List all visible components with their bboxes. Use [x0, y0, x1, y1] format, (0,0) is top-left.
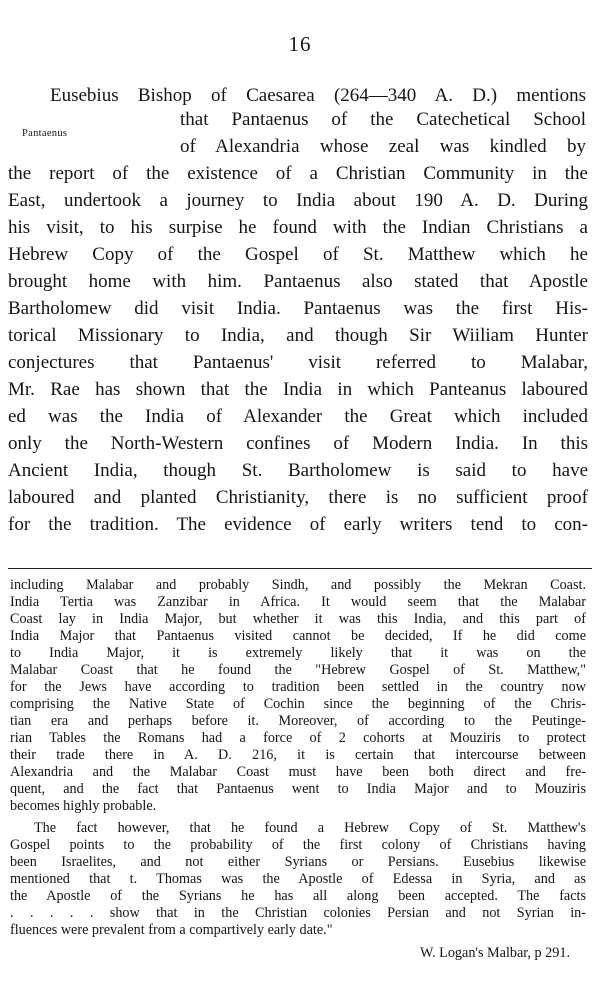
footnote-line: rian Tables the Romans had a force of 2 cohorts at Mouziris to protect: [10, 730, 586, 746]
main-line: only the North-Western confines of Modern India. In this: [8, 433, 588, 454]
footnote-line: Malabar Coast that he found the "Hebrew Gospel of St. Matthew,": [10, 662, 586, 678]
main-line: of Alexandria whose zeal was kindled by: [180, 136, 586, 157]
footnote-line: quent, and the fact that Pantaenus went to India Major and to Mouziris: [10, 781, 586, 797]
footnote-citation: W. Logan's Malbar, p 291.: [419, 945, 570, 961]
footnote-line: becomes highly probable.: [10, 798, 157, 814]
main-line: conjectures that Pantaenus' visit referred to Malabar,: [8, 352, 588, 373]
footnote-line: India Major that Pantaenus visited cannot be decided, If he did come: [10, 628, 586, 644]
footnote-divider: [8, 568, 592, 569]
main-line: that Pantaenus of the Catechetical School: [180, 109, 586, 130]
footnote-line: the Apostle of the Syrians he has all along been accepted. The facts: [10, 888, 586, 904]
main-line: ed was the India of Alexander the Great which included: [8, 406, 588, 427]
page-number: 16: [288, 32, 312, 56]
footnote-line: to India Major, it is extremely likely that it was on the: [10, 645, 586, 661]
main-line: East, undertook a journey to India about 190 A. D. During: [8, 190, 588, 211]
footnote-line: including Malabar and probably Sindh, and possibly the Mekran Coast.: [10, 577, 586, 593]
main-line: the report of the existence of a Christian Community in the: [8, 163, 588, 184]
main-line: Hebrew Copy of the Gospel of St. Matthew which he: [8, 244, 588, 265]
main-line: Ancient India, though St. Bartholomew is said to have: [8, 460, 588, 481]
footnote-line: their trade there in A. D. 216, it is certain that intercourse between: [10, 747, 586, 763]
footnote-line: Gospel points to the probability of the first colony of Christians having: [10, 837, 586, 853]
footnote-line: tian era and perhaps before it. Moreover, of according to the Peutinge-: [10, 713, 586, 729]
footnote-line: for the Jews have according to tradition been settled in the country now: [10, 679, 586, 695]
footnote-line: The fact however, that he found a Hebrew Copy of St. Matthew's: [34, 820, 586, 836]
footnote-line: mentioned that t. Thomas was the Apostle of Edessa in Syria, and as: [10, 871, 586, 887]
main-line: Bartholomew did visit India. Pantaenus was the first His-: [8, 298, 588, 319]
footnote-line: been Israelites, and not either Syrians or Persians. Eusebius likewise: [10, 854, 586, 870]
main-line: torical Missionary to India, and though Sir Wiiliam Hunter: [8, 325, 588, 346]
footnote-line: . . . . . show that in the Christian colonies Persian and not Syrian in-: [10, 905, 586, 921]
footnote-line: Coast lay in India Major, but whether it was this India, and this part of: [10, 611, 586, 627]
main-line: brought home with him. Pantaenus also stated that Apostle: [8, 271, 588, 292]
footnote-line: fluences were prevalent from a compartively early date.": [10, 922, 333, 938]
main-line: Mr. Rae has shown that the India in which Panteanus laboured: [8, 379, 588, 400]
footnote-line: India Tertia was Zanzibar in Africa. It would seem that the Malabar: [10, 594, 586, 610]
main-line: his visit, to his surpise he found with the Indian Christians a: [8, 217, 588, 238]
footnote-line: comprising the Native State of Cochin since the beginning of the Chris-: [10, 696, 586, 712]
main-line: for the tradition. The evidence of early writers tend to con-: [8, 514, 588, 535]
margin-sidenote: Pantaenus: [22, 128, 68, 139]
footnote-line: Alexandria and the Malabar Coast must have been both direct and fre-: [10, 764, 586, 780]
main-line: Eusebius Bishop of Caesarea (264—340 A. D.) mentions: [50, 85, 586, 106]
main-line: laboured and planted Christianity, there is no sufficient proof: [8, 487, 588, 508]
